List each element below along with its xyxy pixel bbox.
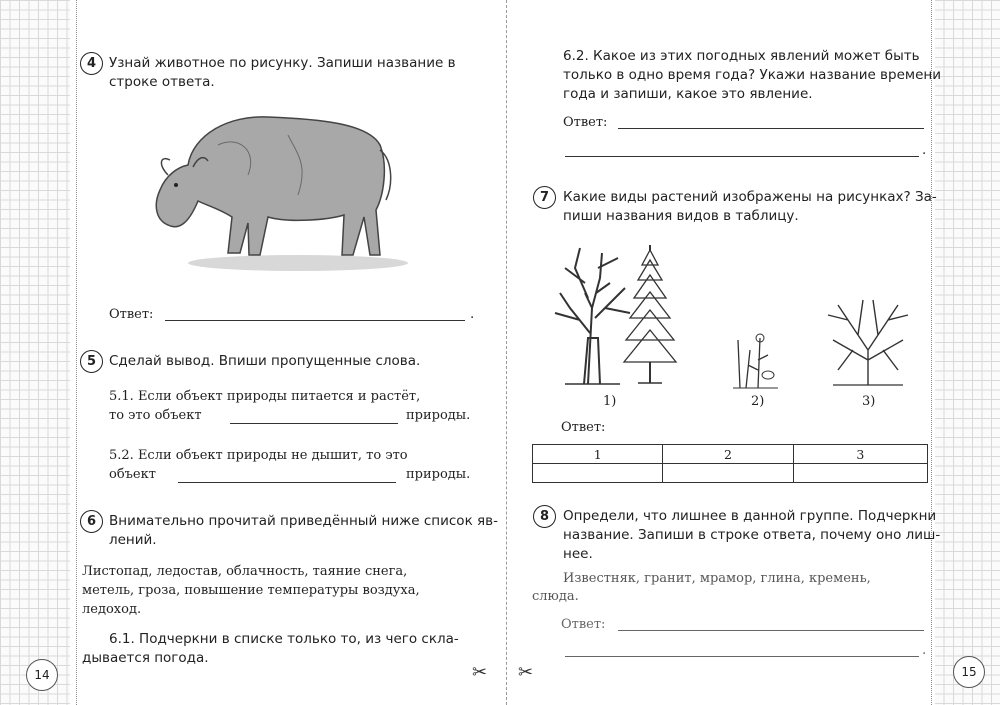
q8-answer-line1[interactable] [618,630,924,631]
bush-icon [818,290,918,390]
q8-answer-end: . [922,642,927,658]
q6-2-line2: только в одно время года? Укажи название времени [563,67,941,83]
q8-list-line1: Известняк, гранит, мрамор, глина, кремень, [563,571,871,586]
question-number-4: 4 [80,52,103,75]
table-header-cell: 1 [533,445,663,464]
q6-1-line1: 6.1. Подчеркни в списке только то, из чего скла- [109,631,459,647]
cut-line [506,0,507,705]
q5-1-line2b: природы. [406,408,471,423]
scissors-icon: ✂ [472,662,488,683]
q7-label-2: 2) [751,394,765,409]
q6-2-line1: 6.2. Какое из этих погодных явлений может быть [563,48,920,64]
question-number-7: 7 [533,186,556,209]
page-number-right: 15 [953,656,985,688]
table-answer-cell[interactable] [663,464,793,483]
table-header-cell: 3 [793,445,927,464]
q5-2-line2b: природы. [406,467,471,482]
q6-text-line2: лений. [109,532,157,548]
graph-paper-left [0,0,70,705]
q6-text-line1: Внимательно прочитай приведённый ниже список яв- [109,513,498,529]
q7-answer-label: Ответ: [561,420,606,435]
q8-text-line3: нее. [563,546,593,562]
q7-text-line2: пиши названия видов в таблицу. [563,208,799,224]
question-number-5: 5 [80,350,103,373]
graph-paper-right [934,0,1000,705]
q4-answer-label: Ответ: [109,307,154,322]
q4-answer-line[interactable] [165,320,465,321]
q5-1-answer-line[interactable] [230,423,398,424]
q6-1-line2: дывается погода. [82,650,209,666]
q8-answer-label: Ответ: [561,617,606,632]
q8-list-line2: слюда. [532,589,579,604]
q6-list-line2: метель, гроза, повышение температуры воздуха, [82,583,420,598]
q6-2-answer-label: Ответ: [563,115,608,130]
q5-2-line2a: объект [109,467,156,482]
grass-icon [728,330,783,390]
table-answer-cell[interactable] [533,464,663,483]
question-number-8: 8 [533,505,556,528]
q7-label-3: 3) [862,394,876,409]
q7-answer-table [532,444,928,483]
q5-1-line1: 5.1. Если объект природы питается и растёт, [109,389,421,404]
q8-answer-line2[interactable] [565,656,919,657]
q8-text-line2: название. Запиши в строке ответа, почему оно лиш- [563,527,941,543]
q7-text-line1: Какие виды растений изображены на рисунках? За- [563,189,937,205]
table-header-cell: 2 [663,445,793,464]
bison-illustration [148,105,418,275]
q4-text-line2: строке ответа. [109,74,215,90]
q8-text-line1: Определи, что лишнее в данной группе. Подчеркни [563,508,937,524]
page-number-left: 14 [26,659,58,691]
q5-1-line2a: то это объект [109,408,202,423]
spruce-icon [620,240,680,385]
q6-2-answer-line1[interactable] [618,128,924,129]
q4-answer-end: . [470,306,475,322]
q4-text-line1: Узнай животное по рисунку. Запиши название в [109,55,456,71]
scissors-icon: ✂ [518,662,534,683]
q5-2-line1: 5.2. Если объект природы не дышит, то это [109,448,408,463]
q5-2-answer-line[interactable] [178,482,396,483]
q6-list-line1: Листопад, ледостав, облачность, таяние снега, [82,564,408,579]
q6-2-answer-end: . [922,142,927,158]
table-header-row [533,445,928,464]
q5-text: Сделай вывод. Впиши пропущенные слова. [109,353,421,369]
q6-2-answer-line2[interactable] [565,156,919,157]
q7-label-1: 1) [603,394,617,409]
q6-list-line3: ледоход. [82,602,142,617]
table-answer-cell[interactable] [793,464,927,483]
margin-line-right [931,0,932,705]
question-number-6: 6 [80,510,103,533]
margin-line-left [76,0,77,705]
q6-2-line3: года и запиши, какое это явление. [563,86,813,102]
table-answer-row [533,464,928,483]
